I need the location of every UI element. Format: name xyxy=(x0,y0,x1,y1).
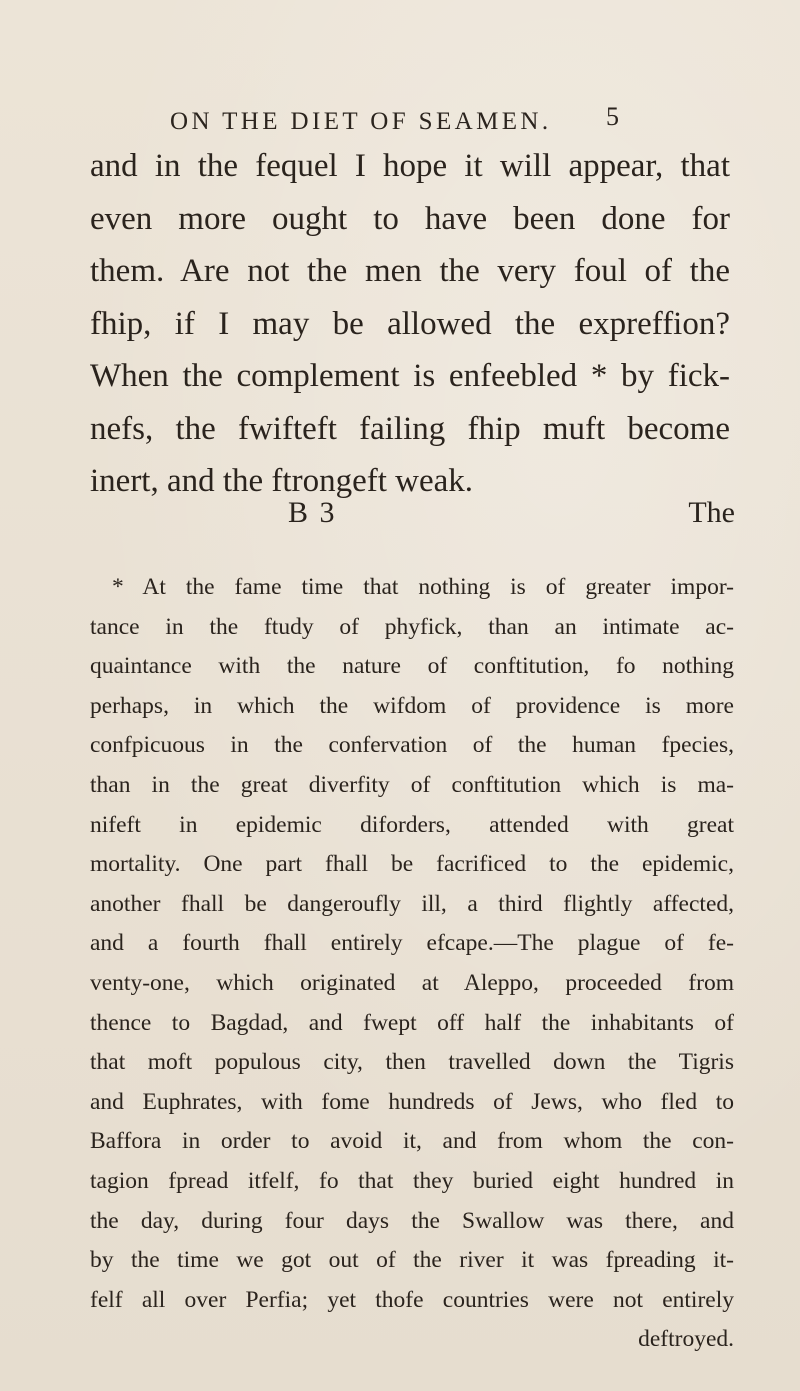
footnote-line: the day, during four days the Swallow was there, and xyxy=(90,1207,734,1234)
footnote-line: thence to Bagdad, and fwept off half the inhabitants of xyxy=(90,1009,734,1036)
footnote-line: tagion fpread itfelf, fo that they buried eight hundred in xyxy=(90,1167,734,1194)
signature-row xyxy=(90,496,735,536)
footnote-line: by the time we got out of the river it was fpreading it- xyxy=(90,1247,734,1274)
main-text-line: inert, and the ftrongeft weak. xyxy=(90,463,474,499)
footnote-line: another fhall be dangeroufly ill, a third flightly affected, xyxy=(90,890,734,917)
footnote-line: felf all over Perfia; yet thofe countries were not entirely xyxy=(90,1286,734,1313)
running-head: ON THE DIET OF SEAMEN. xyxy=(170,108,552,135)
footnote-line: nifeft in epidemic diforders, attended with great xyxy=(90,811,734,838)
signature-mark: B 3 xyxy=(288,496,337,529)
footnote-line: and Euphrates, with fome hundreds of Jews, who fled to xyxy=(90,1088,734,1115)
main-text xyxy=(90,140,730,508)
footnote-line: * At the fame time that nothing is of greater impor- xyxy=(112,574,734,600)
footnote-line: and a fourth fhall entirely efcape.—The plague of fe- xyxy=(90,930,734,957)
footnote-line: deftroyed. xyxy=(638,1326,734,1353)
footnote-line: quaintance with the nature of conftitution, fo nothing xyxy=(90,653,734,680)
main-text-line: them. Are not the men the very foul of the xyxy=(90,253,730,289)
footnote-line: Baffora in order to avoid it, and from whom the con- xyxy=(90,1128,734,1155)
main-text-line: When the complement is enfeebled * by fick- xyxy=(90,358,730,394)
footnote-line: confpicuous in the confervation of the human fpecies, xyxy=(90,732,734,759)
footnote-line: that moft populous city, then travelled down the Tigris xyxy=(90,1049,734,1076)
main-text-line: nefs, the fwifteft failing fhip muft become xyxy=(90,410,730,447)
catchword: The xyxy=(688,496,735,529)
page-number: 5 xyxy=(606,102,619,131)
main-text-line: even more ought to have been done for xyxy=(90,200,730,237)
main-text-line: and in the fequel I hope it will appear, that xyxy=(90,148,730,184)
footnote xyxy=(90,568,734,1360)
footnote-line: tance in the ftudy of phyfick, than an intimate ac- xyxy=(90,613,734,640)
footnote-line: perhaps, in which the wifdom of providence is more xyxy=(90,692,734,719)
main-text-line: fhip, if I may be allowed the expreffion? xyxy=(90,305,730,342)
footnote-line: mortality. One part fhall be facrificed to the epidemic, xyxy=(90,851,734,878)
footnote-line: venty-one, which originated at Aleppo, proceeded from xyxy=(90,969,734,996)
footnote-line: than in the great diverfity of conftitution which is ma- xyxy=(90,771,734,798)
